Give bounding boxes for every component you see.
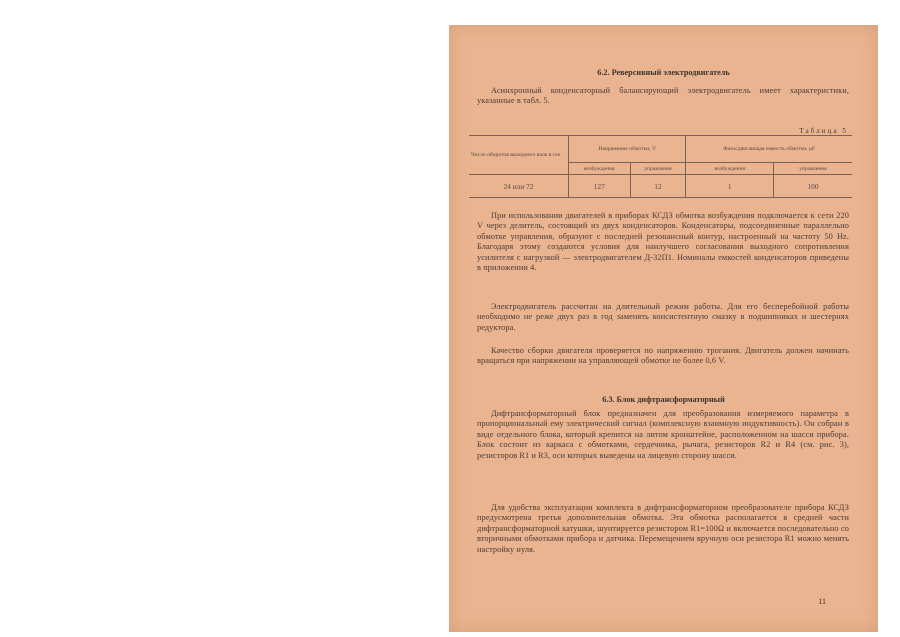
paragraph-3: Качество сборки двигателя проверяется по напряжению трогания. Двигатель должен начинать вращаться при напряжении на управляющей обмотке не более 0,6 V. bbox=[477, 346, 849, 366]
paragraph-1: При использовании двигателей в приборах КСДЗ обмотка возбуждения подключается к сети 220 V через делитель, состоящий из двух конденсаторов. Конденсаторы, подсоединенные параллельно обмотке управления, образуют с последней резонансный контур, настроенный на частоту 50 Hz. Благодаря этому создаются условия для наилучшего согласования выходного сопротивления усилителя с нагрузкой — электродвигателем Д-32П1. Номиналы емкостей конденсаторов приведены в приложении 4. bbox=[477, 211, 849, 273]
table-cell-capacity-control: 100 bbox=[774, 175, 852, 198]
table-caption: Таблица 5 bbox=[799, 127, 848, 135]
table-sub-voltage-excitation: возбуждения bbox=[569, 163, 631, 175]
section-6-2-intro: Асинхронный конденсаторный балансирующий электродвигатель имеет характеристики, указанные в табл. 5. bbox=[477, 86, 849, 106]
section-6-3-title: 6.3. Блок дифтрансформаторный bbox=[602, 395, 725, 404]
table-sub-capacity-control: управления bbox=[774, 163, 852, 175]
table-col-voltage-header: Напряжение обмотки, V bbox=[569, 136, 686, 163]
table-col-capacity-header: Фазосдвигающая емкость обмотки, μF bbox=[686, 136, 852, 163]
table-cell-capacity-excitation: 1 bbox=[686, 175, 774, 198]
paragraph-2: Электродвигатель рассчитан на длительный режим работы. Для его бесперебойной работы необходимо не реже двух раз в год заменять консистентную смазку в подшипниках и шестернях редуктора. bbox=[477, 302, 849, 332]
paragraph-4: Дифтрансформаторный блок предназначен для преобразования измеряемого параметра в пропорциональный ему электрический сигнал (комплексную взаимную индуктивность). Он собран в виде отдельного блока, который крепится на литом кронштейне, расположенном на шасси прибора. Блок состоит из каркаса с обмотками, сердечника, рычага, резисторов R2 и R4 (см. рис. 3), резисторов R1 и R3, оси которых выведены на лицевую сторону шасси. bbox=[477, 409, 849, 460]
page-number: 11 bbox=[818, 597, 826, 606]
section-6-2-title: 6.2. Реверсивный электродвигатель bbox=[597, 68, 730, 77]
table-sub-voltage-control: управления bbox=[630, 163, 686, 175]
table-cell-voltage-control: 12 bbox=[630, 175, 686, 198]
table-row bbox=[469, 175, 852, 198]
paragraph-5: Для удобства эксплуатации комплекта в дифтрансформаторном преобразователе прибора КСДЗ предусмотрена третья дополнительная обмотка. Эта обмотка располагается в средней части дифтрансформаторной катушки, шунтируется резистором R1=100Ω и включается последовательно со вторичными обмотками прибора и датчика. Перемещением вручную оси резистора R1 можно менять настройку нуля. bbox=[477, 503, 849, 554]
table-col-speed-header: Число оборотов выходного вала в сек bbox=[469, 136, 569, 175]
table-sub-capacity-excitation: возбуждения bbox=[686, 163, 774, 175]
table-5 bbox=[469, 135, 852, 198]
table-cell-voltage-excitation: 127 bbox=[569, 175, 631, 198]
scanned-page bbox=[449, 25, 878, 632]
table-cell-speed: 24 или 72 bbox=[469, 175, 569, 198]
